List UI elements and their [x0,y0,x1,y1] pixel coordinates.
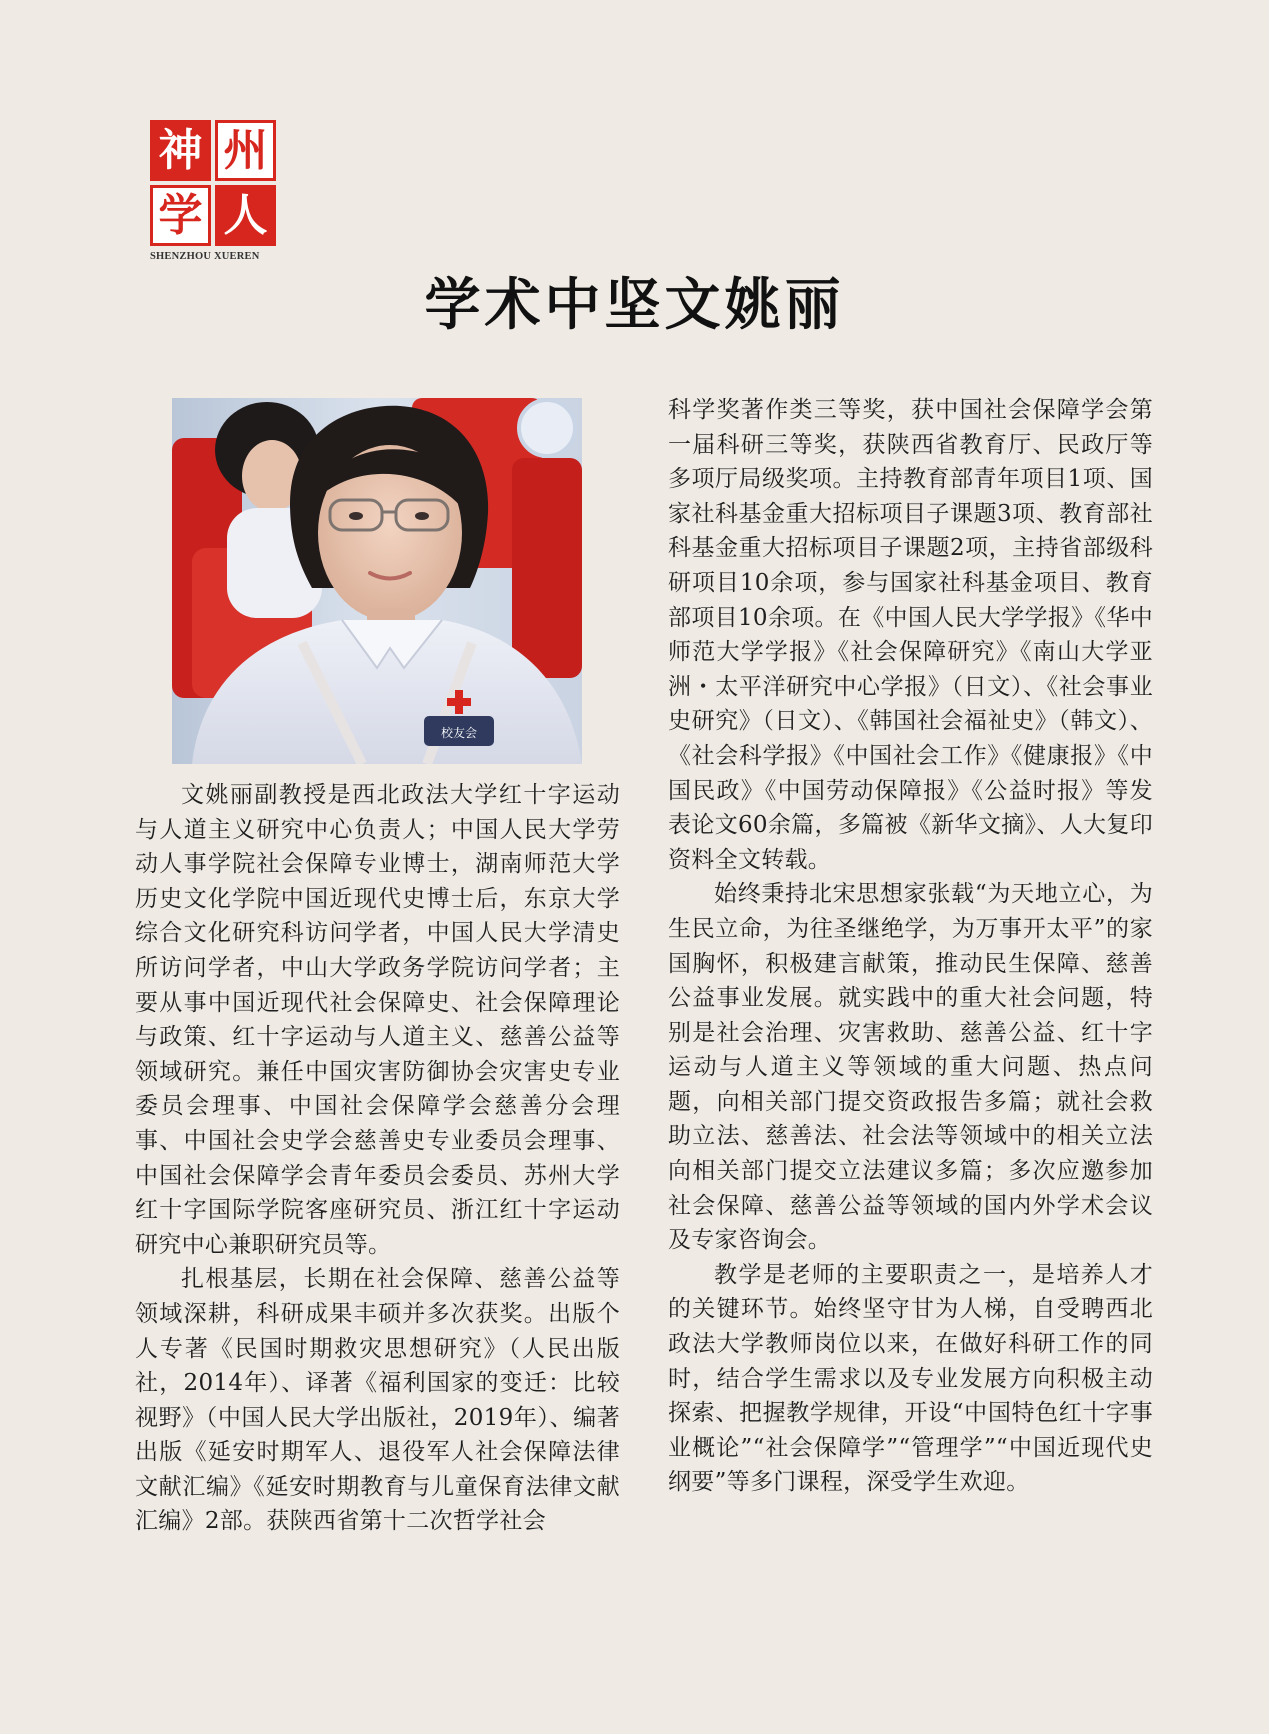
logo-char-ren: 人 [215,185,276,246]
logo-char-xue: 学 [150,185,211,246]
paragraph-intro: 文姚丽副教授是西北政法大学红十字运动与人道主义研究中心负责人；中国人民大学劳动人事学院社会保障专业博士，湖南师范大学历史文化学院中国近现代史博士后，东京大学综合文化研究科访问学者，中国人民大学清史所访问学者，中山大学政务学院访问学者；主要从事中国近现代社会保障史、社会保障理论与政策、红十字运动与人道主义、慈善公益等领域研究。兼任中国灾害防御协会灾害史专业委员会理事、中国社会保障学会慈善分会理事、中国社会史学会慈善史专业委员会理事、中国社会保障学会青年委员会委员、苏州大学红十字国际学院客座研究员、浙江红十字运动研究中心兼职研究员等。 [135,782,620,1258]
logo-char-shen: 神 [150,120,211,181]
article-column-right [668,393,1153,1500]
paragraph-teaching: 教学是老师的主要职责之一，是培养人才的关键环节。始终坚守甘为人梯，自受聘西北政法大学教师岗位以来，在做好科研工作的同时，结合学生需求以及专业发展方向积极主动探索、把握教学规律，开设“中国特色红十字事业概论”“社会保障学”“管理学”“中国近现代史纲要”等多门课程，深受学生欢迎。 [668,1261,1153,1496]
article-column-left [135,778,620,1539]
paragraph-research-part1: 扎根基层，长期在社会保障、慈善公益等领域深耕，科研成果丰硕并多次获奖。出版个人专著《民国时期救灾思想研究》（人民出版社，2014年）、译著《福利国家的变迁：比较视野》（中国人民大学出版社，2019年）、编著出版《延安时期军人、退役军人社会保障法律文献汇编》《延安时期教育与儿童保育法律文献汇编》2部。获陕西省第十二次哲学社会 [135,1266,620,1535]
logo-subtitle: SHENZHOU XUEREN [150,251,260,262]
paragraph-advocacy: 始终秉持北宋思想家张载“为天地立心，为生民立命，为往圣继绝学，为万事开太平”的家国胸怀，积极建言献策，推动民生保障、慈善公益事业发展。就实践中的重大社会问题，特别是社会治理、灾害救助、慈善公益、红十字运动与人道主义等领域的重大问题、热点问题，向相关部门提交资政报告多篇；就社会救助立法、慈善法、社会法等领域中的相关立法向相关部门提交立法建议多篇；多次应邀参加社会保障、慈善公益等领域的国内外学术会议及专家咨询会。 [668,881,1153,1254]
logo-char-zhou: 州 [215,120,276,181]
magazine-logo [150,120,276,262]
article-title: 学术中坚文姚丽 [424,273,845,338]
badge-label: 校友会 [440,726,478,740]
portrait-photo [172,398,582,764]
paragraph-research-part2: 科学奖著作类三等奖，获中国社会保障学会第一届科研三等奖，获陕西省教育厅、民政厅等多项厅局级奖项。主持教育部青年项目1项、国家社科基金重大招标项目子课题3项、教育部社科基金重大招标项目子课题2项，主持省部级科研项目10余项，参与国家社科基金项目、教育部项目10余项。在《中国人民大学学报》《华中师范大学学报》《社会保障研究》《南山大学亚洲・太平洋研究中心学报》（日文）、《社会事业史研究》（日文）、《韩国社会福祉史》（韩文）、《社会科学报》《中国社会工作》《健康报》《中国民政》《中国劳动保障报》《公益时报》等发表论文60余篇，多篇被《新华文摘》、人大复印资料全文转载。 [668,397,1153,873]
logo-grid [150,120,276,246]
portrait-illustration [172,398,582,764]
